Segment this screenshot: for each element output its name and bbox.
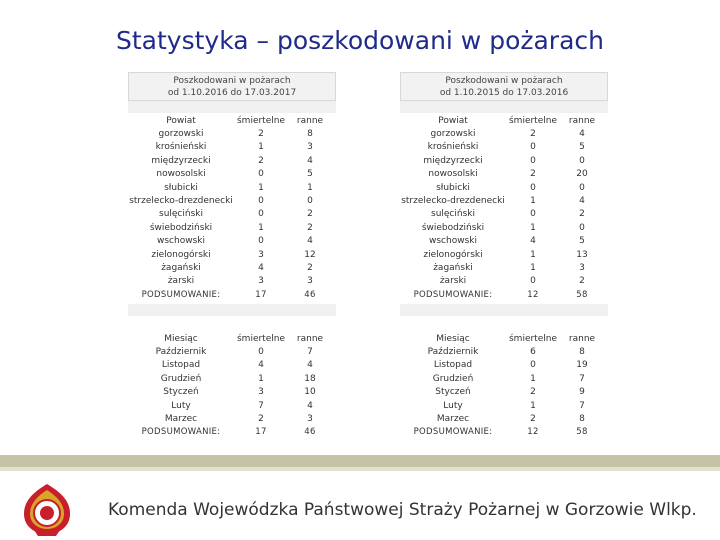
left-spacer-row [128,101,336,113]
table-summary-row-cell: 46 [304,289,316,300]
table-row-cell: żagański [433,262,473,273]
table-row-cell: 1 [530,249,536,260]
table-row-cell: strzelecko-drezdenecki [129,196,233,207]
table-row-cell: 9 [579,387,585,398]
table-row [398,221,606,234]
left-month-table [126,332,334,439]
table-row [398,386,606,399]
table-row [126,168,334,181]
table-row-cell: 1 [530,222,536,233]
table-row-cell: 0 [258,196,264,207]
table-row-cell: 0 [530,182,536,193]
table-row-cell: międzyrzecki [151,155,211,166]
table-row-cell: Luty [443,400,463,411]
table-row [398,154,606,167]
table-row-cell: gorzowski [430,129,476,140]
table-row-cell: słubicki [436,182,470,193]
table-row-cell: 4 [258,262,264,273]
table-row-cell: 18 [304,373,316,384]
footer-band-light [0,467,720,471]
table-row-cell: 10 [304,387,316,398]
left-header-line2: od 1.10.2016 do 17.03.2017 [167,88,297,98]
table-row-cell: Styczeń [163,387,199,398]
footer-organization: Komenda Wojewódzka Państwowej Straży Pożarnej w Gorzowie Wlkp. [108,500,697,520]
table-row-cell: 2 [258,129,264,140]
table-row-cell: 5 [579,142,585,153]
table-header-row-cell: ranne [296,115,324,126]
table-row-cell: nowosolski [156,169,206,180]
table-row-cell: żarski [167,276,195,287]
table-summary-row-cell: 58 [576,427,588,438]
table-header-row-cell: ranne [568,115,596,126]
table-summary-row-cell: 12 [527,427,539,438]
table-row-cell: 3 [307,276,313,287]
table-row-cell: świebodziński [421,222,485,233]
table-summary-row-cell: PODSUMOWANIE: [141,427,221,438]
table-row-cell: Listopad [161,360,201,371]
table-header-row-cell: Miesiąc [436,333,470,344]
left-period-header [128,72,336,101]
right-month-table [398,332,606,439]
table-row-cell: żagański [161,262,201,273]
table-row-cell: 8 [579,414,585,425]
right-period-header [400,72,608,101]
table-row-cell: zielonogórski [423,249,483,260]
table-row-cell: Marzec [436,414,470,425]
table-row-cell: żarski [439,276,467,287]
table-header-row-cell: śmiertelne [508,115,557,126]
table-row [126,127,334,140]
table-row-cell: 0 [307,196,313,207]
right-header-line2: od 1.10.2015 do 17.03.2016 [439,88,569,98]
table-row [126,275,334,288]
table-summary-row-cell: 46 [304,427,316,438]
table-row [126,386,334,399]
table-row [398,168,606,181]
table-row [398,412,606,425]
table-row-cell: 3 [258,276,264,287]
table-summary-row-cell: 58 [576,289,588,300]
table-row-cell: krośnieński [155,142,207,153]
table-row-cell: Luty [171,400,191,411]
table-header-row-cell: ranne [568,333,596,344]
table-row-cell: sulęciński [159,209,203,220]
table-row [398,208,606,221]
left-header-line1: Poszkodowani w pożarach [173,76,291,86]
table-row-cell: międzyrzecki [423,155,483,166]
table-row-cell: 7 [307,347,313,358]
table-row-cell: 2 [258,414,264,425]
table-row-cell: 3 [579,262,585,273]
table-row-cell: 2 [579,209,585,220]
table-row-cell: 7 [258,400,264,411]
table-row-cell: 1 [258,222,264,233]
table-row-cell: nowosolski [428,169,478,180]
table-row-cell: Styczeń [435,387,471,398]
table-row-cell: sulęciński [431,209,475,220]
page-title: Statystyka – poszkodowani w pożarach [115,26,604,55]
table-row-cell: wschowski [429,236,477,247]
right-separator-row [400,304,608,316]
table-row-cell: 4 [307,400,313,411]
table-row-cell: 19 [576,360,588,371]
fire-service-logo-icon [16,480,78,538]
table-row-cell: 0 [579,222,585,233]
table-row [398,275,606,288]
table-row-cell: 0 [258,347,264,358]
table-row-cell: 7 [579,400,585,411]
table-row-cell: 2 [530,169,536,180]
table-header-row [126,332,334,345]
table-row-cell: 1 [530,262,536,273]
table-row-cell: 2 [530,129,536,140]
table-row [398,248,606,261]
table-header-row [398,114,606,127]
table-row [398,372,606,385]
table-row [398,359,606,372]
right-powiat-table [398,114,606,301]
table-header-row-cell: śmiertelne [508,333,557,344]
table-row [126,345,334,358]
table-row-cell: 8 [579,347,585,358]
table-row [126,359,334,372]
table-row-cell: 7 [579,373,585,384]
table-row-cell: Grudzień [160,373,202,384]
table-row-cell: 2 [307,209,313,220]
table-row-cell: 4 [579,196,585,207]
table-row [126,372,334,385]
table-row-cell: 0 [258,209,264,220]
table-row [398,345,606,358]
table-row-cell: 0 [530,209,536,220]
table-summary-row-cell: PODSUMOWANIE: [141,289,221,300]
left-separator-row [128,304,336,316]
table-row-cell: 8 [307,129,313,140]
table-row-cell: słubicki [164,182,198,193]
table-row-cell: 5 [579,236,585,247]
table-row [126,181,334,194]
table-header-row-cell: Powiat [166,115,196,126]
table-row [126,399,334,412]
table-row-cell: Listopad [433,360,473,371]
table-summary-row-cell: PODSUMOWANIE: [413,427,493,438]
table-row [126,235,334,248]
footer-band [0,455,720,467]
table-row-cell: 3 [258,387,264,398]
table-row-cell: 3 [307,414,313,425]
table-row-cell: 2 [530,387,536,398]
table-row-cell: 1 [258,182,264,193]
table-row [398,141,606,154]
table-row [126,221,334,234]
table-row-cell: 1 [530,196,536,207]
table-row-cell: 12 [304,249,316,260]
table-row-cell: 1 [307,182,313,193]
table-row-cell: 4 [307,155,313,166]
table-row-cell: 2 [307,262,313,273]
table-summary-row [398,288,606,301]
table-row-cell: 2 [258,155,264,166]
table-row [398,261,606,274]
right-header-line1: Poszkodowani w pożarach [445,76,563,86]
table-row-cell: 4 [579,129,585,140]
table-row [398,235,606,248]
table-row-cell: 0 [530,276,536,287]
table-header-row-cell: śmiertelne [236,333,285,344]
table-row [126,248,334,261]
table-row-cell: 2 [530,414,536,425]
table-row-cell: świebodziński [149,222,213,233]
table-row-cell: 5 [307,169,313,180]
table-header-row-cell: Miesiąc [164,333,198,344]
table-row-cell: 4 [307,360,313,371]
table-row-cell: wschowski [157,236,205,247]
table-row-cell: 20 [576,169,588,180]
table-row-cell: 0 [530,155,536,166]
table-summary-row-cell: PODSUMOWANIE: [413,289,493,300]
table-row [398,127,606,140]
table-row-cell: 0 [579,155,585,166]
table-row-cell: 3 [258,249,264,260]
table-summary-row [398,426,606,439]
right-spacer-row [400,101,608,113]
table-header-row [398,332,606,345]
table-row [398,181,606,194]
table-row-cell: 0 [258,236,264,247]
table-row-cell: Marzec [164,414,198,425]
table-row-cell: krośnieński [427,142,479,153]
table-row [126,261,334,274]
table-row-cell: Grudzień [432,373,474,384]
table-row-cell: strzelecko-drezdenecki [401,196,505,207]
table-row-cell: 4 [258,360,264,371]
table-row [126,154,334,167]
table-row-cell: 1 [530,373,536,384]
table-row-cell: 0 [579,182,585,193]
table-row [126,412,334,425]
table-row-cell: zielonogórski [151,249,211,260]
table-summary-row-cell: 17 [255,289,267,300]
table-row-cell: 3 [307,142,313,153]
table-row-cell: 2 [579,276,585,287]
table-row-cell: 1 [258,142,264,153]
table-row [398,194,606,207]
table-row-cell: 4 [307,236,313,247]
left-powiat-table [126,114,334,301]
table-summary-row [126,288,334,301]
table-header-row-cell: śmiertelne [236,115,285,126]
table-row [126,141,334,154]
table-row-cell: 1 [530,400,536,411]
table-summary-row-cell: 12 [527,289,539,300]
table-summary-row [126,426,334,439]
table-row-cell: 0 [258,169,264,180]
table-row [126,194,334,207]
table-header-row-cell: ranne [296,333,324,344]
table-header-row-cell: Powiat [438,115,468,126]
table-row-cell: 0 [530,360,536,371]
table-header-row [126,114,334,127]
table-row-cell: 2 [307,222,313,233]
table-row-cell: Październik [155,347,207,358]
table-row-cell: 4 [530,236,536,247]
table-row-cell: 1 [258,373,264,384]
table-row-cell: 13 [576,249,588,260]
table-summary-row-cell: 17 [255,427,267,438]
table-row-cell: gorzowski [158,129,204,140]
table-row [126,208,334,221]
table-row-cell: 0 [530,142,536,153]
table-row-cell: 6 [530,347,536,358]
table-row [398,399,606,412]
table-row-cell: Październik [427,347,479,358]
